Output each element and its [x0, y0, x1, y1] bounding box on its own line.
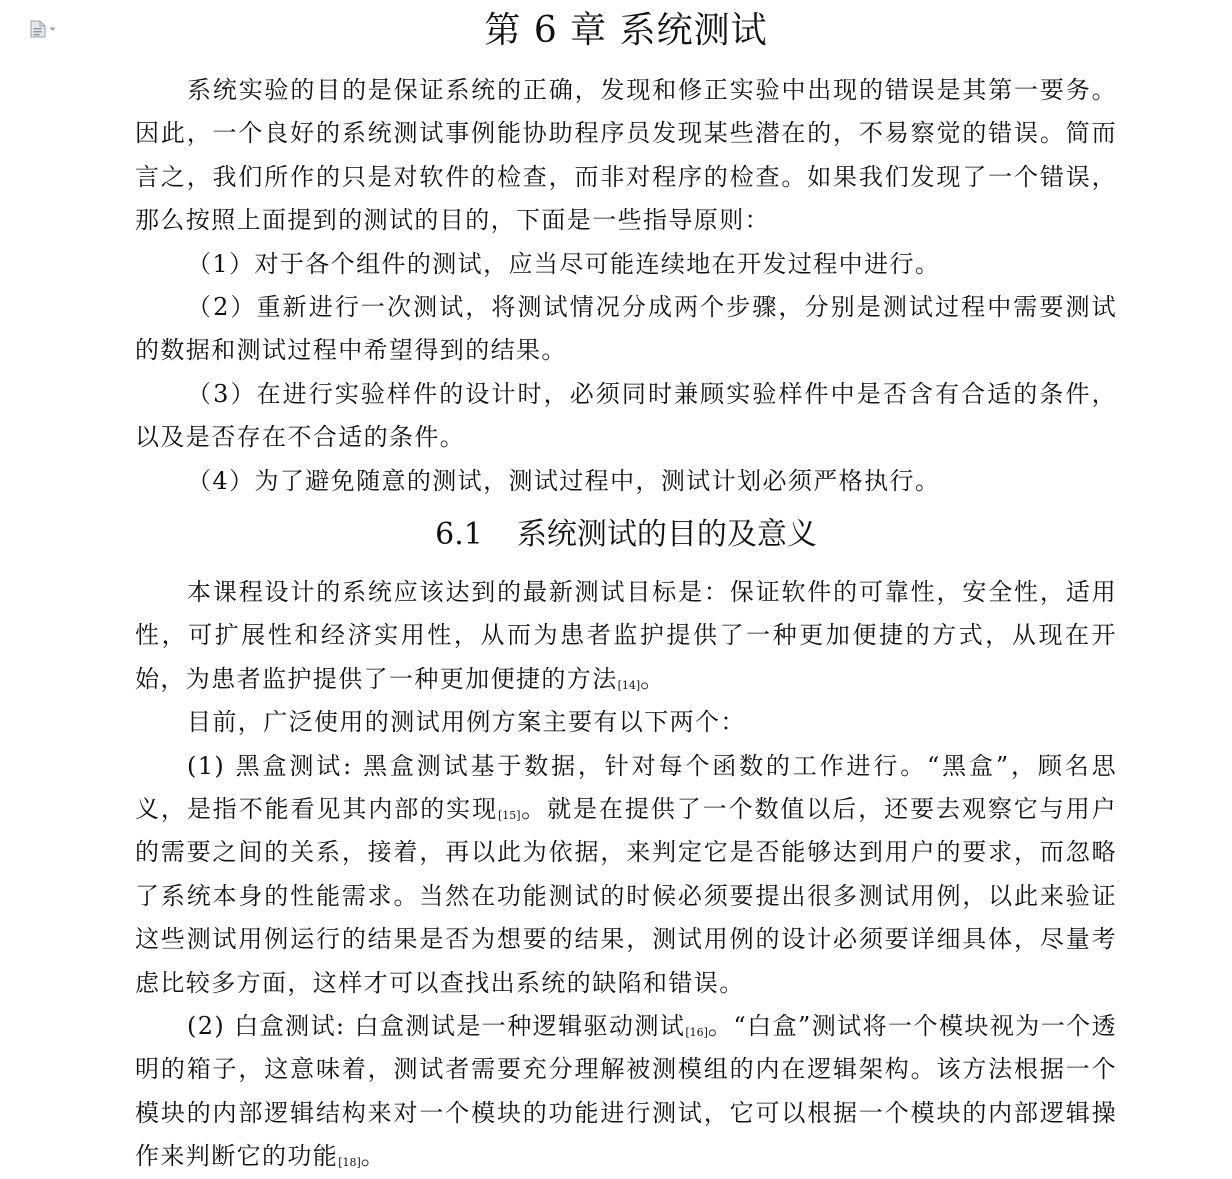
section-title: 系统测试的目的及意义	[516, 517, 817, 552]
intro-block	[135, 69, 1117, 503]
section-heading	[135, 512, 1117, 558]
citation-ref[interactable]: [15]	[498, 809, 521, 823]
chevron-down-icon	[49, 27, 56, 32]
chapter-title: 第 6 章 系统测试	[484, 10, 768, 51]
guideline-item-2: （2）重新进行一次测试，将测试情况分成两个步骤，分别是测试过程中需要测试的数据和测试过程中希望得到的结果。	[135, 293, 1117, 365]
intro-paragraph: 系统实验的目的是保证系统的正确，发现和修正实验中出现的错误是其第一要务。因此，一个良好的系统测试事例能协助程序员发现某些潜在的，不易察觉的错误。简而言之，我们所作的只是对软件的检查，而非对程序的检查。如果我们发现了一个错误，那么按照上面提到的测试的目的，下面是一些指导原则：	[135, 76, 1117, 235]
section-body	[135, 571, 1117, 1179]
guideline-item-3: （3）在进行实验样件的设计时，必须同时兼顾实验样件中是否含有合适的条件，以及是否存在不合适的条件。	[135, 379, 1117, 452]
document-options-button[interactable]	[30, 20, 56, 38]
section-number: 6.1	[435, 517, 483, 552]
paragraph-goals: 本课程设计的系统应该达到的最新测试目标是：保证软件的可靠性，安全性，适用性，可扩展性和经济实用性，从而为患者监护提供了一种更加便捷的方式，从现在开始，为患者监护提供了一种更加便捷的方法[14]。	[135, 578, 1117, 693]
citation-ref[interactable]: [14]	[617, 678, 641, 692]
paragraph-test-methods: 目前，广泛使用的测试用例方案主要有以下两个：	[187, 708, 746, 737]
citation-ref[interactable]: [18]	[338, 1156, 361, 1170]
guideline-item-4: （4）为了避免随意的测试，测试过程中，测试计划必须严格执行。	[187, 466, 941, 495]
citation-ref[interactable]: [16]	[685, 1026, 708, 1040]
guideline-item-1: （1）对于各个组件的测试，应当尽可能连续地在开发过程中进行。	[187, 249, 941, 278]
paragraph-white-box: (2) 白盒测试: 白盒测试是一种逻辑驱动测试[16]。“白盒”测试将一个模块视为一个透明的箱子，这意味着，测试者需要充分理解被测模组的内在逻辑架构。该方法根据一个模块的内部逻辑结构来对一个模块的功能进行测试，它可以根据一个模块的内部逻辑操作来判断它的功能[18]。	[135, 1012, 1117, 1171]
document-icon	[30, 20, 46, 38]
paragraph-black-box: (1) 黑盒测试: 黑盒测试基于数据，针对每个函数的工作进行。“黑盒”，顾名思义，是指不能看见其内部的实现[15]。就是在提供了一个数值以后，还要去观察它与用户的需要之间的关系，接着，再以此为依据，来判定它是否能够达到用户的要求，而忽略了系统本身的性能需求。当然在功能测试的时候必须要提出很多测试用例，以此来验证这些测试用例运行的结果是否为想要的结果，测试用例的设计必须要详细具体，尽量考虑比较多方面，这样才可以查找出系统的缺陷和错误。	[135, 751, 1117, 997]
